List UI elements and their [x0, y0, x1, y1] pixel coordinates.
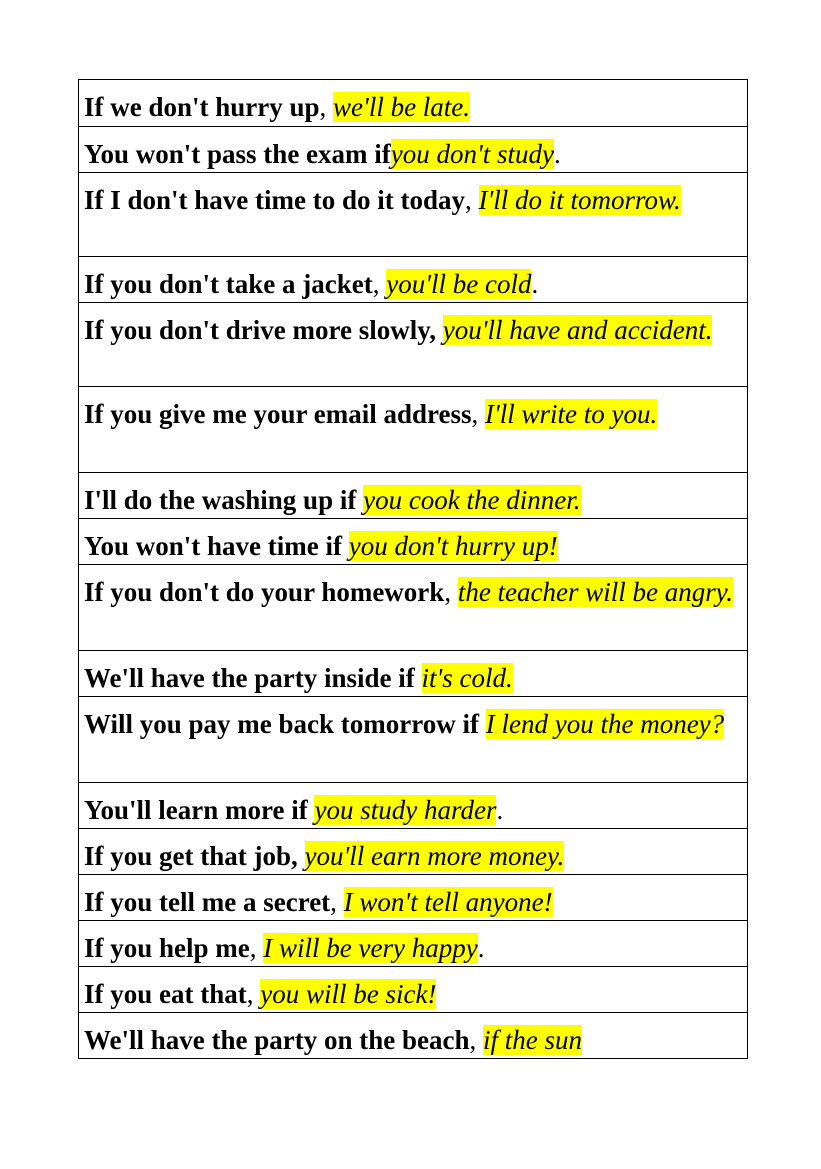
sentence-table	[78, 79, 748, 1059]
sentence-clause: If I don't have time to do it today	[84, 185, 466, 215]
highlighted-clause: you study harder	[314, 795, 497, 825]
table-row	[79, 782, 747, 828]
sentence-clause: If you help me	[84, 933, 250, 963]
separator: ,	[372, 269, 380, 299]
highlighted-clause: you don't hurry up!	[348, 531, 558, 561]
table-row	[79, 518, 747, 564]
highlighted-clause: you don't study	[390, 139, 555, 169]
table-row	[79, 874, 747, 920]
end-punctuation: .	[496, 795, 504, 825]
table-row	[79, 920, 747, 966]
table-row	[79, 302, 747, 386]
highlighted-clause: the teacher will be angry.	[457, 577, 734, 607]
table-row	[79, 1012, 747, 1058]
highlighted-clause: I lend you the money?	[485, 709, 725, 739]
sentence-clause: We'll have the party on the beach	[84, 1025, 470, 1055]
highlighted-clause: we'll be late.	[333, 92, 471, 122]
sentence-clause: If you get that job,	[84, 841, 298, 871]
separator: ,	[469, 1025, 477, 1055]
sentence-clause: If you eat that	[84, 979, 247, 1009]
highlighted-clause: you will be sick!	[260, 979, 437, 1009]
sentence-clause: You won't pass the exam if	[84, 139, 391, 169]
sentence-clause: I'll do the washing up if	[84, 485, 357, 515]
sentence-clause: If you tell me a secret	[84, 887, 331, 917]
highlighted-clause: you cook the dinner.	[363, 485, 581, 515]
end-punctuation: .	[554, 139, 561, 169]
highlighted-clause: I'll do it tomorrow.	[478, 185, 681, 215]
separator: ,	[444, 577, 452, 607]
highlighted-clause: it's cold.	[421, 663, 513, 693]
table-row	[79, 172, 747, 256]
separator: ,	[471, 399, 479, 429]
highlighted-clause: if the sun	[483, 1025, 582, 1055]
highlighted-clause: you'll have and accident.	[442, 315, 713, 345]
sentence-clause: Will you pay me back tomorrow if	[84, 709, 479, 739]
sentence-clause: If you don't take a jacket	[84, 269, 373, 299]
end-punctuation: .	[531, 269, 539, 299]
table-row	[79, 828, 747, 874]
sentence-clause: If we don't hurry up	[84, 92, 320, 122]
sentence-clause: If you give me your email address	[84, 399, 472, 429]
sentence-clause: If you don't do your homework	[84, 577, 445, 607]
table-row	[79, 126, 747, 172]
highlighted-clause: I will be very happy	[263, 933, 478, 963]
separator: ,	[249, 933, 257, 963]
highlighted-clause: you'll be cold	[386, 269, 532, 299]
separator: ,	[465, 185, 472, 215]
table-row	[79, 650, 747, 696]
table-row	[79, 564, 747, 650]
table-row	[79, 696, 747, 782]
highlighted-clause: you'll earn more money.	[304, 841, 565, 871]
sentence-clause: You won't have time if	[84, 531, 342, 561]
table-row	[79, 472, 747, 518]
separator: ,	[319, 92, 327, 122]
sentence-clause: If you don't drive more slowly,	[84, 315, 437, 345]
table-row	[79, 80, 747, 126]
end-punctuation: .	[477, 933, 485, 963]
highlighted-clause: I won't tell anyone!	[343, 887, 553, 917]
table-row	[79, 386, 747, 472]
sentence-clause: We'll have the party inside if	[84, 663, 415, 693]
table-row	[79, 966, 747, 1012]
highlighted-clause: I'll write to you.	[485, 399, 658, 429]
separator: ,	[246, 979, 254, 1009]
separator: ,	[330, 887, 337, 917]
sentence-clause: You'll learn more if	[84, 795, 308, 825]
table-row	[79, 256, 747, 302]
